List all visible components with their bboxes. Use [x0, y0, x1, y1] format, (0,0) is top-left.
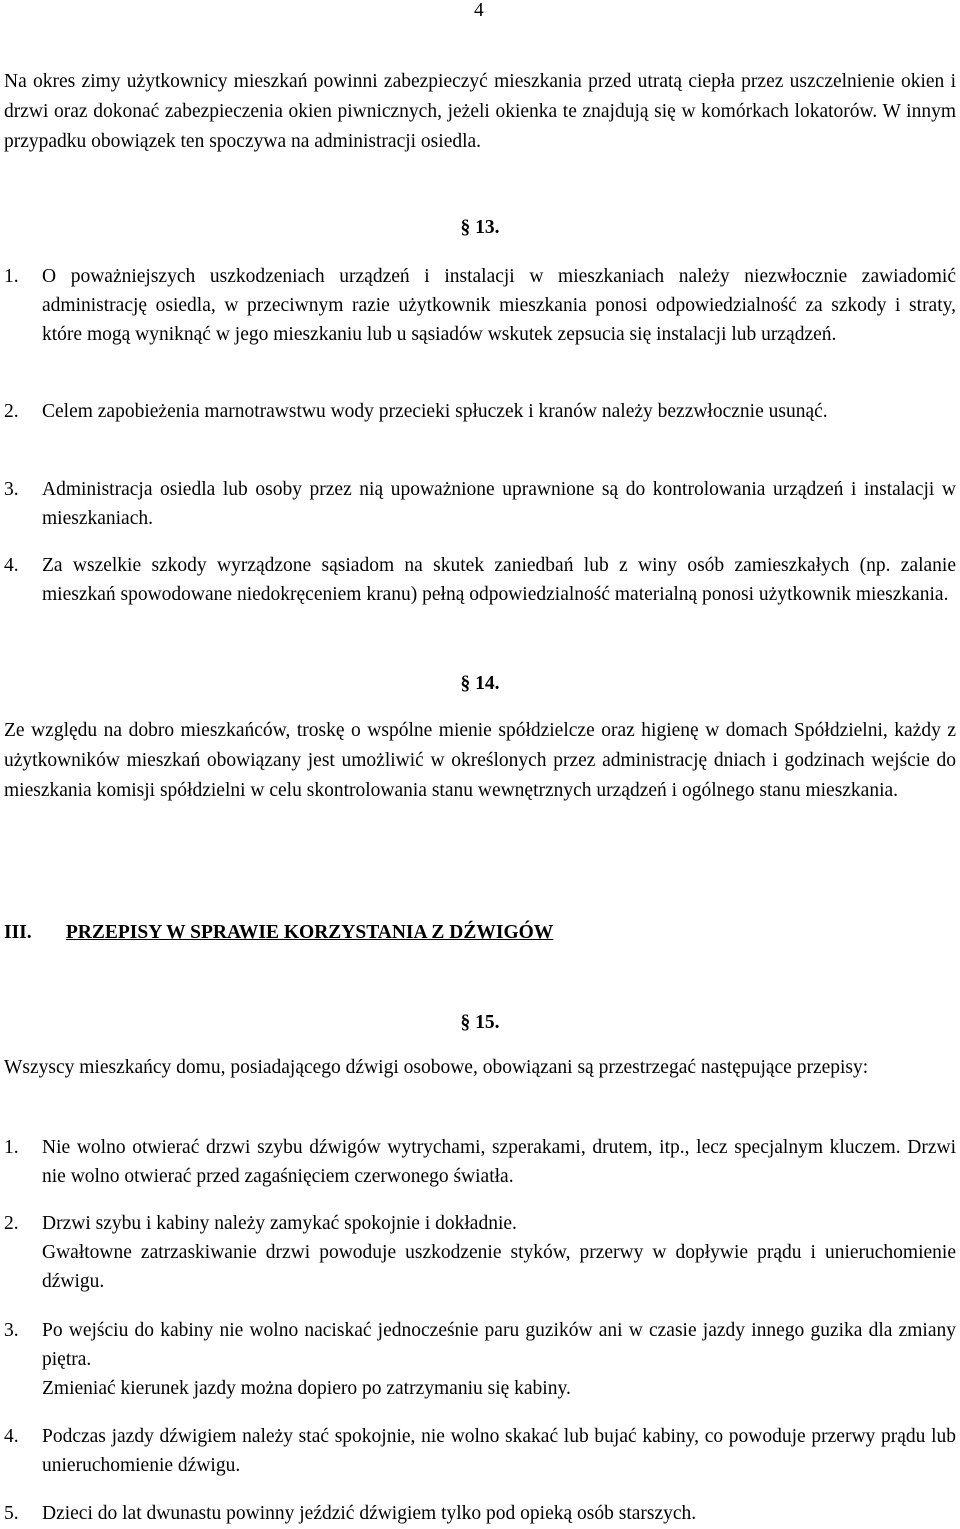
section-number: 15.: [475, 1012, 500, 1033]
item-text-line: Po wejściu do kabiny nie wolno naciskać jednocześnie paru guzików ani w czasie jazdy innego guzika dla zmiany piętra.: [42, 1320, 956, 1370]
section-15-intro: Wszyscy mieszkańcy domu, posiadającego dźwigi osobowe, obowiązani są przestrzegać następujące przepisy:: [4, 1057, 869, 1078]
section-number: 13.: [475, 217, 500, 238]
section-15-heading: [0, 1008, 960, 1038]
item-number: 1.: [4, 1137, 19, 1158]
item-number: 5.: [4, 1503, 19, 1524]
intro-paragraph: Na okres zimy użytkownicy mieszkań powinni zabezpieczyć mieszkania przed utratą ciepła przez uszczelnienie okien i drzwi oraz dokonać zabezpieczenia okien piwnicznych, jeżeli okienka te znajdują się w komórkach lokatorów. W innym przypadku obowiązek ten spoczywa na administracji osiedla.: [4, 71, 956, 152]
item-text-line: Drzwi szybu i kabiny należy zamykać spokojnie i dokładnie.: [42, 1213, 517, 1234]
section-13-heading: [0, 213, 960, 243]
section-symbol: §: [460, 673, 471, 694]
section-symbol: §: [460, 217, 471, 238]
item-number: 2.: [4, 1213, 19, 1234]
item-text: Podczas jazdy dźwigiem należy stać spokojnie, nie wolno skakać lub bujać kabiny, co powoduje przerwy prądu lub unieruchomienie dźwigu.: [42, 1426, 956, 1476]
list-item: [4, 1133, 956, 1191]
list-item: [4, 1209, 956, 1296]
item-text-line: Zmieniać kierunek jazdy można dopiero po zatrzymaniu się kabiny.: [42, 1378, 571, 1399]
item-text-line: Gwałtowne zatrzaskiwanie drzwi powoduje uszkodzenie styków, przerwy w dopływie prądu i unieruchomienie dźwigu.: [42, 1242, 956, 1292]
item-text: O poważniejszych uszkodzeniach urządzeń i instalacji w mieszkaniach należy niezwłocznie zawiadomić administrację osiedla, w przeciwnym razie użytkownik mieszkania ponosi odpowiedzialność za szkody i straty, które mogą wyniknąć w jego mieszkaniu lub u sąsiadów wskutek zepsucia się instalacji lub urządzeń.: [42, 266, 956, 345]
item-number: 3.: [4, 479, 19, 500]
item-text: Administracja osiedla lub osoby przez nią upoważnione uprawnione są do kontrolowania urządzeń i instalacji w mieszkaniach.: [42, 479, 956, 529]
list-item: [4, 551, 956, 609]
list-item: [4, 1422, 956, 1480]
list-item: [4, 1499, 956, 1528]
section-14-paragraph: Ze względu na dobro mieszkańców, troskę o wspólne mienie spółdzielcze oraz higienę w domach Spółdzielni, każdy z użytkowników mieszkań obowiązany jest umożliwić w określonych przez administrację dniach i godzinach wejście do mieszkania komisji spółdzielni w celu skontrolowania stanu wewnętrznych urządzeń i ogólnego stanu mieszkania.: [4, 720, 956, 801]
list-item: [4, 262, 956, 349]
list-item: [4, 475, 956, 533]
item-number: 2.: [4, 401, 19, 422]
chapter-heading: [4, 918, 553, 948]
item-text: Nie wolno otwierać drzwi szybu dźwigów wytrychami, szperakami, drutem, itp., lecz specjalnym kluczem. Drzwi nie wolno otwierać przed zagaśnięciem czerwonego światła.: [42, 1137, 956, 1187]
item-number: 1.: [4, 266, 19, 287]
item-text: Za wszelkie szkody wyrządzone sąsiadom na skutek zaniedbań lub z winy osób zamieszkałych (np. zalanie mieszkań spowodowane niedokręceniem kranu) pełną odpowiedzialność materialną ponosi użytkownik mieszkania.: [42, 555, 956, 605]
list-item: [4, 397, 956, 426]
chapter-title: PRZEPISY W SPRAWIE KORZYSTANIA Z DŹWIGÓW: [65, 922, 554, 943]
chapter-number: III.: [4, 922, 32, 943]
section-symbol: §: [460, 1012, 471, 1033]
section-14-heading: [0, 669, 960, 699]
item-text: [42, 1209, 956, 1296]
item-text: Celem zapobieżenia marnotrawstwu wody przecieki spłuczek i kranów należy bezzwłocznie usunąć.: [42, 401, 828, 422]
section-number: 14.: [475, 673, 500, 694]
list-item: [4, 1316, 956, 1403]
item-number: 4.: [4, 1426, 19, 1447]
item-number: 3.: [4, 1320, 19, 1341]
item-text: Dzieci do lat dwunastu powinny jeździć dźwigiem tylko pod opieką osób starszych.: [42, 1503, 697, 1524]
item-text: [42, 1316, 956, 1403]
page-number: 4: [474, 0, 484, 21]
item-number: 4.: [4, 555, 19, 576]
